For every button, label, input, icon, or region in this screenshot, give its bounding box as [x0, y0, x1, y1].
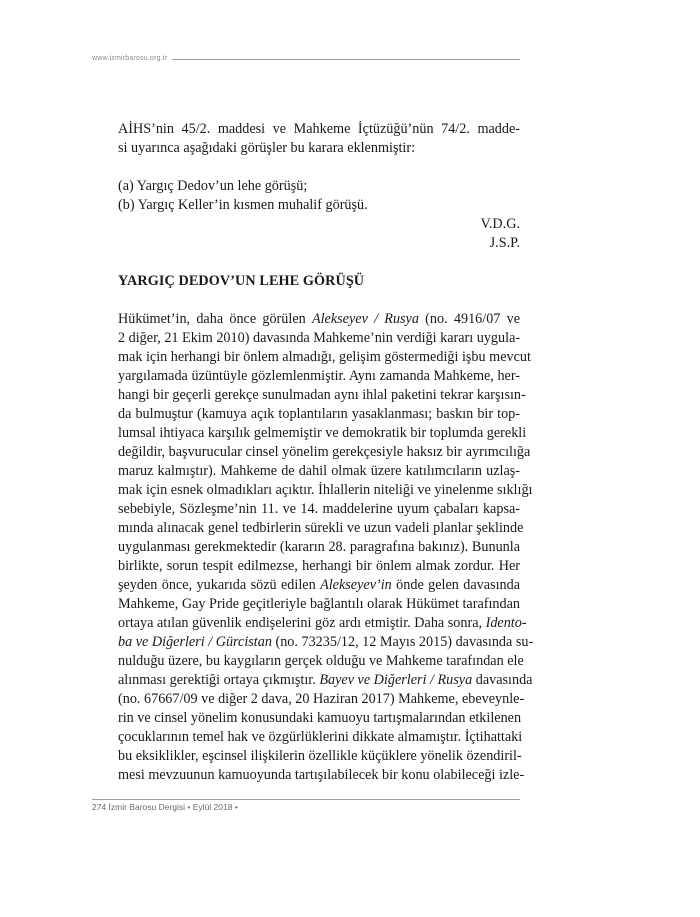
body-line: ba ve Diğerleri / Gürcistan (no. 73235/12, 12 Mayıs 2015) davasında su-	[118, 634, 534, 650]
body-line: yargılamada üzüntüyle gözlemlenmiştir. Aynı zamanda Mahkeme, her-	[118, 368, 520, 384]
body-line: mak için herhangi bir önlem almadığı, gelişim göstermediği işbu mevcut	[118, 349, 531, 365]
body-line: da bulmuştur (kamuya açık toplantıların yasaklanması; baskın bir top-	[118, 406, 520, 422]
page-footer	[92, 799, 520, 813]
header-url: www.izmirbarosu.org.tr	[92, 54, 172, 64]
body-line: maruz kalmıştır). Mahkeme de dahil olmak üzere katılımcıların uzlaş-	[118, 463, 520, 479]
body-line: değildir, başvurucular cinsel yönelim gerekçesiyle haksız bir ayrımcılığa	[118, 444, 531, 460]
footer-rule	[92, 799, 520, 800]
body-line: nulduğu üzere, bu kaygıların gerçek olduğu ve Mahkeme tarafından ele	[118, 653, 524, 669]
body-line: (no. 67667/09 ve diğer 2 dava, 20 Haziran 2017) Mahkeme, ebeveynle-	[118, 691, 525, 707]
body-line: Hükümet’in, daha önce görülen Alekseyev / Rusya (no. 4916/07 ve	[118, 311, 521, 327]
list-item: (b) Yargıç Keller’in kısmen muhalif görüşü.	[118, 197, 368, 213]
body-line: çocuklarının temel hak ve özgürlüklerini dikkate almamıştır. İçtihattaki	[118, 729, 523, 745]
intro-line-1: AİHS’nin 45/2. maddesi ve Mahkeme İçtüzüğü’nün 74/2. madde-	[118, 121, 520, 137]
page-header	[92, 54, 520, 66]
body-line: rin ve cinsel yönelim konusundaki kamuoyu tartışmalarından etkilenen	[118, 710, 522, 726]
body-line: bu eksiklikler, eşcinsel ilişkilerin özellikle küçüklere yönelik özendiril-	[118, 748, 522, 764]
intro-line: si uyarınca aşağıdaki görüşler bu karara eklenmiştir:	[118, 140, 416, 156]
body-line: mak için esnek olmadıkları açıktır. İhlallerin niteliği ve yinelenme sıklığı	[118, 482, 533, 498]
body-line: mında alınacak genel tedbirlerin sürekli ve uzun vadeli planlar şeklinde	[118, 520, 524, 536]
opinions-list	[118, 177, 520, 215]
section-heading: YARGIÇ DEDOV’UN LEHE GÖRÜŞÜ	[118, 273, 365, 289]
body-line: mesi mevzuunun kamuoyunda tartışılabilecek bir konu olabileceği izle-	[118, 767, 525, 783]
body-line: Mahkeme, Gay Pride geçitleriyle bağlantılı olarak Hükümet tarafından	[118, 596, 520, 612]
intro-paragraph	[118, 120, 520, 158]
body-line: uygulanması gerekmektedir (kararın 28. paragrafına bakınız). Bununla	[118, 539, 520, 555]
body-line: birlikte, sorun tespit edilmezse, herhangi bir önlem almak zordur. Her	[118, 558, 520, 574]
page-content	[118, 120, 534, 785]
body-line: hangi bir geçerli gerekçe sunulmadan aynı ihlal paketini tekrar karşısın-	[118, 387, 526, 403]
footer-text: 274 İzmir Barosu Dergisi • Eylül 2018 •	[92, 802, 238, 812]
body-line: alınması gerektiği ortaya çıkmıştır. Bayev ve Diğerleri / Rusya davasında	[118, 672, 533, 688]
intro-line	[118, 120, 520, 139]
body-line: 2 diğer, 21 Ekim 2010) davasında Mahkeme’nin verdiği kararı uygula-	[118, 330, 521, 346]
initials-jsp: J.S.P.	[489, 235, 520, 251]
body-line: şeyden önce, yukarıda sözü edilen Alekseyev’in önde gelen davasında	[118, 577, 520, 593]
body-line: lumsal ihtiyaca karşılık gelmemiştir ve demokratik bir toplumda gerekli	[118, 425, 527, 441]
body-paragraph	[118, 310, 534, 785]
body-line: sebebiyle, Sözleşme’nin 11. ve 14. maddelerine uyum çabaları kapsa-	[118, 501, 520, 517]
initials-vdg: V.D.G.	[480, 216, 520, 232]
body-line: ortaya atılan güvenlik endişelerini göz ardı etmiştir. Daha sonra, Idento-	[118, 615, 527, 631]
list-item: (a) Yargıç Dedov’un lehe görüşü;	[118, 178, 308, 194]
